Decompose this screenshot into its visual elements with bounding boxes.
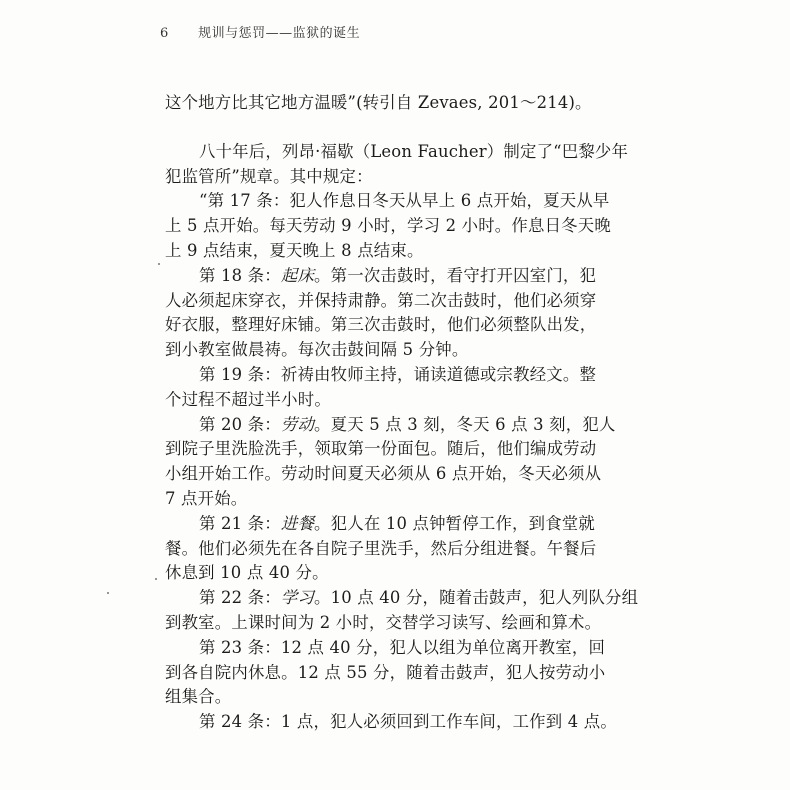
text-line: 上 9 点结束，夏天晚上 8 点结束。 <box>165 240 424 260</box>
article-keyword: 起床 <box>280 265 315 285</box>
scan-speck <box>158 263 160 265</box>
text-line <box>165 413 616 438</box>
text-line <box>165 512 605 537</box>
page-number: 6 <box>160 26 169 41</box>
paragraph-article-17 <box>165 189 611 263</box>
text-line: 这个地方比其它地方温暖”(转引自 Zevaes, 201～214)。 <box>165 93 592 112</box>
text-line: 上 5 点开始。每天劳动 9 小时，学习 2 小时。作息日冬天晚 <box>165 216 611 236</box>
article-text: 。第一次击鼓时，看守打开囚室门，犯 <box>314 265 597 285</box>
paragraph-faucher-intro <box>165 140 629 190</box>
text-line: 小组开始工作。劳动时间夏天必须从 6 点开始，冬天必须从 <box>165 464 602 484</box>
article-text: 。犯人在 10 点钟暂停工作，到食堂就 <box>314 513 595 533</box>
paragraph-article-20 <box>165 413 616 512</box>
text-line: 人必须起床穿衣，并保持肃静。第二次击鼓时，他们必须穿 <box>165 290 597 310</box>
scan-speck <box>107 592 109 594</box>
text-line: 到院子里洗脸洗手，领取第一份面包。随后，他们编成劳动 <box>165 439 597 459</box>
running-title: 规训与惩罚——监狱的诞生 <box>198 26 361 41</box>
text-line: 好衣服，整理好床铺。第三次击鼓时，他们必须整队出发， <box>165 315 597 335</box>
text-line: 第 19 条：祈祷由牧师主持，诵读道德或宗教经文。整 <box>199 364 597 384</box>
body-text <box>165 91 639 735</box>
paragraph-article-18 <box>165 264 605 363</box>
text-line: 第 23 条：12 点 40 分，犯人以组为单位离开教室，回 <box>199 637 606 657</box>
text-line: 餐。他们必须先在各自院子里洗手，然后分组进餐。午餐后 <box>165 538 597 558</box>
text-line: 7 点开始。 <box>165 488 248 508</box>
text-line: 第 24 条：1 点，犯人必须回到工作车间，工作到 4 点。 <box>199 712 617 732</box>
text-line: 组集合。 <box>165 687 232 707</box>
article-prefix: 第 21 条： <box>199 513 281 533</box>
text-line <box>165 586 639 611</box>
article-prefix: 第 18 条： <box>199 265 281 285</box>
article-prefix: 第 20 条： <box>199 414 281 434</box>
paragraph-article-24 <box>165 710 617 735</box>
article-keyword: 学习 <box>280 588 315 608</box>
text-line: 个过程不超过半小时。 <box>165 389 331 409</box>
paragraph-article-22 <box>165 586 639 636</box>
text-line: “第 17 条：犯人作息日冬天从早上 6 点开始，夏天从早 <box>199 191 610 211</box>
text-line: 休息到 10 点 40 分。 <box>165 563 329 583</box>
article-text: 。10 点 40 分，随着击鼓声，犯人列队分组 <box>314 588 639 608</box>
paragraph-article-23 <box>165 636 605 710</box>
page-header <box>160 24 360 44</box>
paragraph-article-21 <box>165 512 605 586</box>
text-line: 到小教室做晨祷。每次击鼓间隔 5 分钟。 <box>165 340 469 360</box>
article-keyword: 进餐 <box>280 513 315 533</box>
text-line <box>165 264 605 289</box>
text-line: 犯监管所”规章。其中规定： <box>165 166 373 186</box>
paragraph-quote-end <box>165 91 605 116</box>
text-line: 到教室。上课时间为 2 小时，交替学习读写、绘画和算术。 <box>165 612 602 632</box>
paragraph-gap <box>165 116 605 140</box>
scan-speck <box>155 578 157 580</box>
article-text: 。夏天 5 点 3 刻，冬天 6 点 3 刻，犯人 <box>314 414 616 434</box>
article-prefix: 第 22 条： <box>199 588 281 608</box>
text-line: 到各自院内休息。12 点 55 分，随着击鼓声，犯人按劳动小 <box>165 662 606 682</box>
paragraph-article-19 <box>165 363 605 413</box>
article-keyword: 劳动 <box>280 414 315 434</box>
text-line: 八十年后，列昂·福歇（Leon Faucher）制定了“巴黎少年 <box>199 141 629 161</box>
